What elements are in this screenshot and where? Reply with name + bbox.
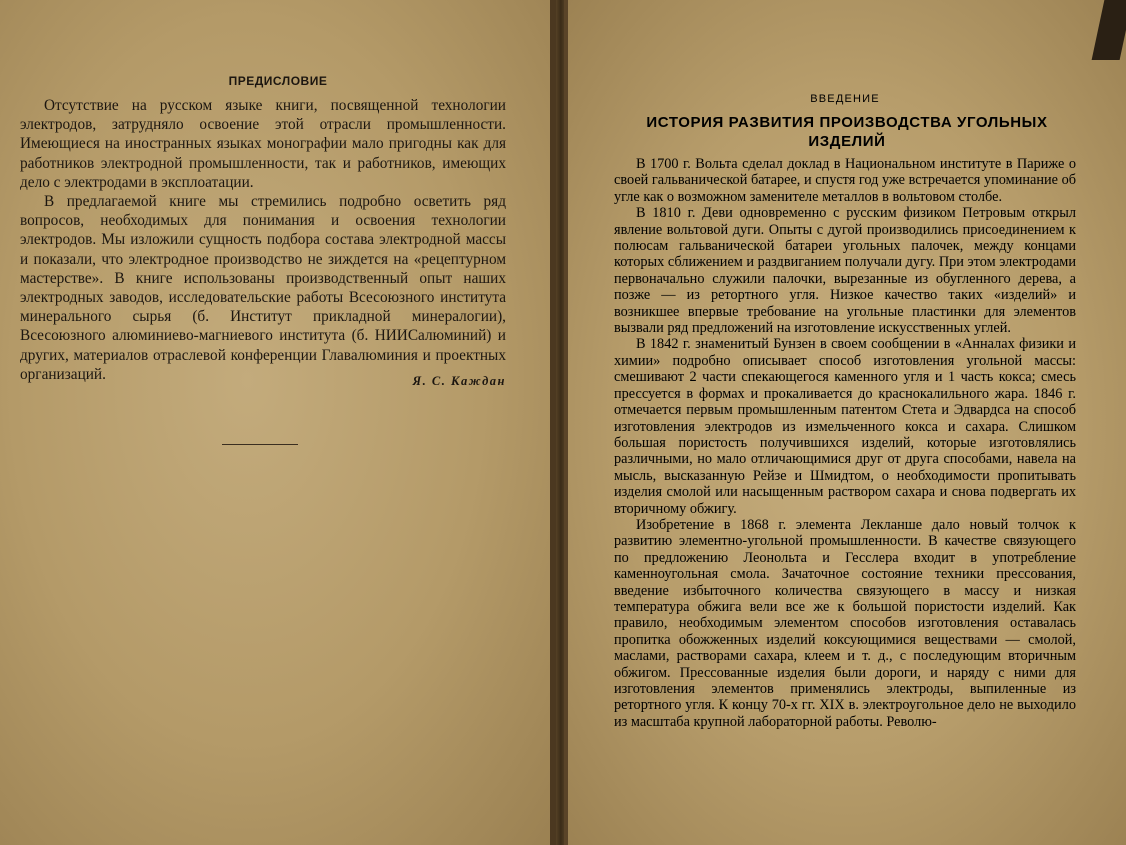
section-label: ВВЕДЕНИЕ bbox=[810, 93, 880, 105]
chapter-title: ИСТОРИЯ РАЗВИТИЯ ПРОИЗВОДСТВА УГОЛЬНЫХ ИЗДЕЛИЙ bbox=[646, 114, 1048, 150]
introduction-body bbox=[614, 156, 1076, 730]
section-divider bbox=[222, 444, 298, 445]
introduction-paragraph: В 1700 г. Вольта сделал доклад в Национальном институте в Париже о своей гальванической батарее, и спустя год уже встречается упоминание об угле как о возможном заменителе металлов в вольтовом столбе. bbox=[614, 156, 1076, 205]
author-signature: Я. С. Каждан bbox=[412, 374, 506, 388]
preface-paragraph: Отсутствие на русском языке книги, посвященной технологии электродов, затрудняло освоение этой отрасли промышленности. Имеющиеся на иностранных языках монографии мало пригодны как для работников электродной промышленности, так и работников, имеющих дело с электродами в эксплоатации. bbox=[20, 97, 506, 191]
preface-title: ПРЕДИСЛОВИЕ bbox=[228, 74, 328, 88]
preface-paragraph: В предлагаемой книге мы стремились подробно осветить ряд вопросов, необходимых для понимания и освоения технологии электродов. Мы изложили сущность подбора состава электродной массы и показали, что электродное производство не зиждется на «рецептурном мастерстве». В книге использованы производственный опыт наших электродных заводов, исследовательские работы Всесоюзного института минерального сырья (б. Институт прикладной минералогии), Всесоюзного алюминиево-магниевого института (б. НИИСалюминий) и других, материалов отраслевой конференции Главалюминия и проектных организаций. bbox=[20, 193, 506, 383]
introduction-paragraph: Изобретение в 1868 г. элемента Лекланше дало новый толчок к развитию элементно-угольной промышленности. В качестве связующего по предложению Леонольта и Гесслера входит в употребление каменноугольная смола. Зачаточное состояние техники прессования, введение избыточного количества связующего в массу и низкая температура обжига вели все же к большой пористости изделий. Как правило, необходимым элементом способов изготовления оставалась пропитка обожженных изделий коксующимися веществами — смолой, маслами, растворами сахара, клеем и т. д., с последующим вторичным обжигом. Прессованные изделия были дороги, и наряду с ними для изготовления элементов применялись электроды, выпиленные из ретортного угля. К концу 70-х гг. XIX в. электроугольное дело не выходило из масштаба крупной лабораторной работы. Револю- bbox=[614, 516, 1076, 730]
left-page bbox=[0, 0, 556, 845]
introduction-paragraph: В 1842 г. знаменитый Бунзен в своем сообщении в «Анналах физики и химии» подробно описывает способ изготовления угольной массы: смешивают 2 части спекающегося каменного угля и 1 часть кокса; смесь прессуется в формах и прокаливается до краснокалильного жара. 1846 г. отмечается первым промышленным патентом Стета и Эдвардса на способ изготовления электродов из измельченного кокса и сахара. Слишком большая пористость получившихся изделий, которые изготовлялись различными, но мало отличающимися друг от друга способами, навела на мысль, высказанную Рейзе и Шмидтом, о необходимости пропитывать изделия смолой или насыщенным раствором сахара и снова подвергать их вторичному обжигу. bbox=[614, 336, 1076, 517]
preface-body bbox=[20, 96, 506, 384]
introduction-paragraph: В 1810 г. Деви одновременно с русским физиком Петровым открыл явление вольтовой дуги. Опыты с дугой производились присоединением к полюсам гальванической батареи угольных палочек, между концами которых сближением и раздвиганием получали дугу. При этом электродами первоначально служили палочки, вырезанные из обугленного дерева, а позже — из ретортного угля. Низкое качество таких «изделий» и возникшее впервые требование на угольные пластинки для элементов вызвали ряд предложений на изготовление искусственных углей. bbox=[614, 205, 1076, 337]
